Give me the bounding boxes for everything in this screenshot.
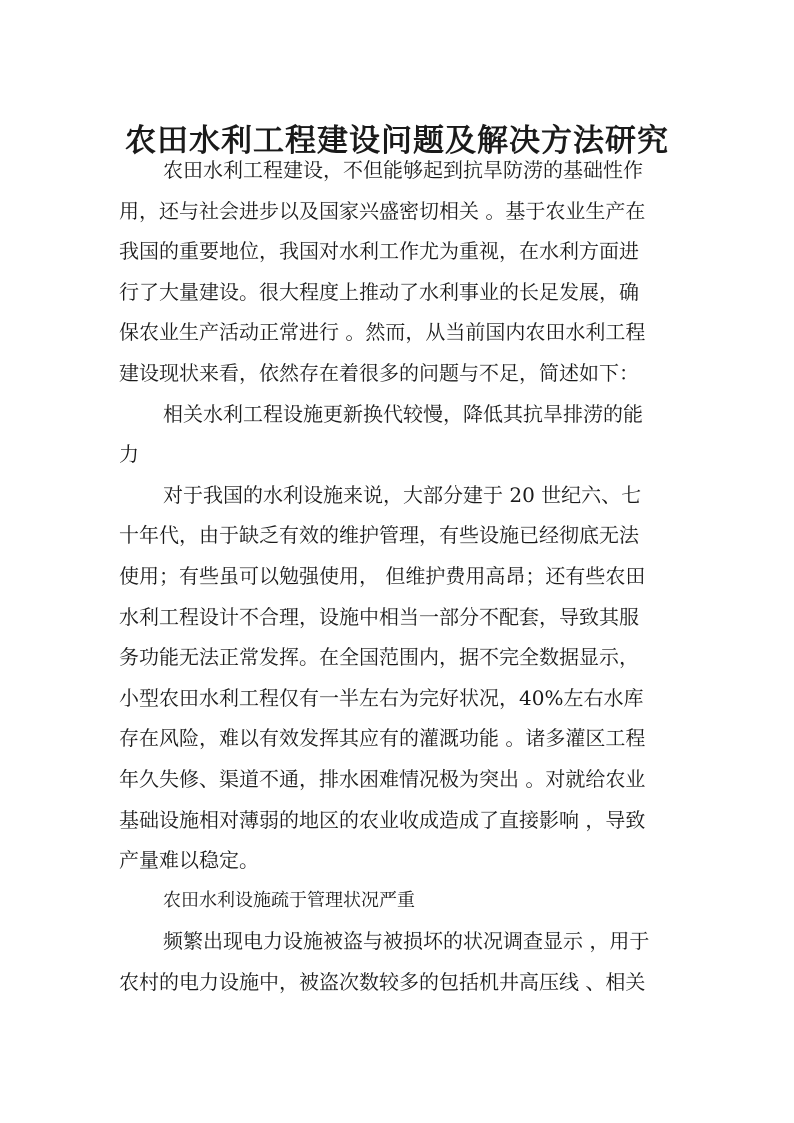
paragraph-facilities	[119, 475, 679, 881]
heading-line: 相关水利工程设施更新换代较慢，降低其抗旱排涝的能	[163, 401, 643, 426]
text-line: 小型农田水利工程仅有一半左右为完好状况，40%左右水库	[119, 685, 644, 710]
heading-line: 农田水利设施疏于管理状况严重	[163, 889, 415, 911]
text-line: 产量难以稳定。	[119, 848, 259, 873]
text-line: 十年代，由于缺乏有效的维护管理，有些设施已经彻底无法	[119, 523, 639, 548]
text-line: 基础设施相对薄弱的地区的农业收成造成了直接影响 ，导致	[119, 807, 646, 832]
text-line: 行了大量建设。很大程度上推动了水利事业的长足发展，确	[119, 279, 639, 304]
document-body	[119, 150, 679, 1002]
text-line: 年久失修、渠道不通，排水困难情况极为突出 。对就给农业	[119, 766, 646, 791]
heading-line: 力	[119, 442, 139, 467]
text-line: 务功能无法正常发挥。在全国范围内，据不完全数据显示，	[119, 645, 639, 670]
section-heading-1	[119, 394, 679, 475]
text-line: 建设现状来看，依然存在着很多的问题与不足，简述如下：	[119, 360, 639, 385]
section-heading-2	[119, 881, 679, 922]
text-line: 存在风险，难以有效发挥其应有的灌溉功能 。诸多灌区工程	[119, 726, 646, 751]
text-line: 水利工程设计不合理，设施中相当一部分不配套，导致其服	[119, 604, 639, 629]
text-line: 使用；有些虽可以勉强使用， 但维护费用高昂；还有些农田	[119, 563, 646, 588]
text-line: 农田水利工程建设，不但能够起到抗旱防涝的基础性作	[163, 158, 643, 182]
text-line: 对于我国的水利设施来说，大部分建于 20 世纪六、七	[163, 482, 642, 507]
text-line: 农村的电力设施中，被盗次数较多的包括机井高压线 、相关	[119, 969, 646, 994]
text-line: 频繁出现电力设施被盗与被损坏的状况调查显示 ，用于	[163, 929, 650, 954]
text-line: 用，还与社会进步以及国家兴盛密切相关 。基于农业生产在	[119, 198, 646, 223]
text-line: 我国的重要地位，我国对水利工作尤为重视，在水利方面进	[119, 239, 639, 264]
text-line: 保农业生产活动正常进行 。然而，从当前国内农田水利工程	[119, 320, 646, 345]
paragraph-management	[119, 921, 679, 1002]
document-title: 农田水利工程建设问题及解决方法研究	[125, 122, 669, 159]
paragraph-intro	[119, 150, 679, 394]
